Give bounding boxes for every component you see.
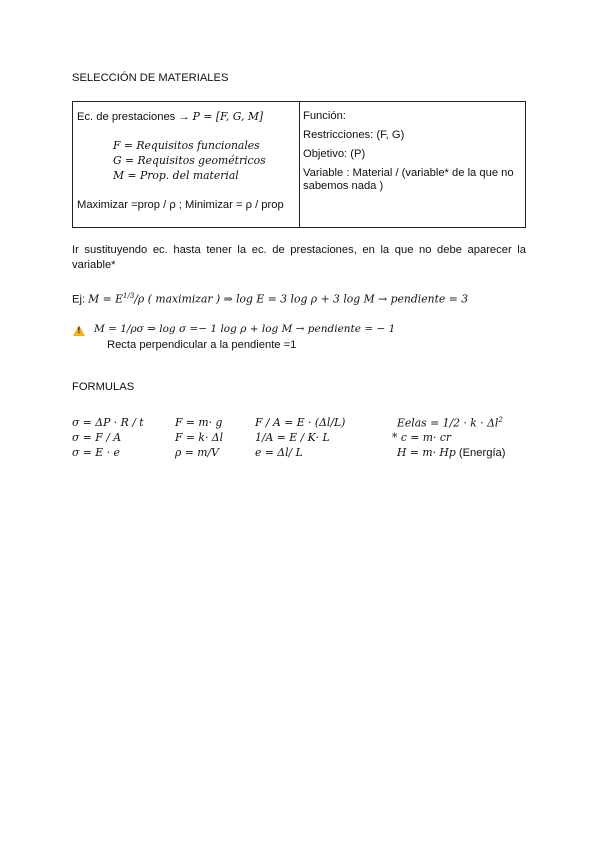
formula-r1c1: σ = ΔP · R / t: [72, 416, 144, 429]
formula-r3c4-main: H = m· Hp: [397, 446, 456, 459]
formula-r3c4: [397, 446, 506, 459]
variable-label-2: sabemos nada ): [303, 180, 384, 192]
formula-r2c2: F = k· Δl: [175, 431, 224, 444]
maximizar-text: Maximizar =prop / ρ ; Minimizar = ρ / prop: [77, 199, 284, 211]
formulas-title: FORMULAS: [72, 381, 135, 393]
page-title: SELECCIÓN DE MATERIALES: [72, 72, 229, 84]
prestaciones-label: Ec. de prestaciones: [77, 111, 176, 123]
restricciones-label: Restricciones: (F, G): [303, 129, 405, 141]
example-m-eq: M = E: [88, 292, 124, 306]
formula-r1c3: F / A = E · (Δl/L): [255, 416, 346, 429]
formula-r1c2: F = m· g: [175, 416, 223, 429]
def-g: G = Requisitos geométricos: [113, 154, 266, 167]
formula-r2c4: * c = m· cr: [392, 431, 452, 444]
objetivo-label: Objetivo: (P): [303, 148, 366, 160]
example-line: [72, 292, 468, 306]
formula-r2c3: 1/A = E / K· L: [255, 431, 330, 444]
definitions-box: [72, 101, 526, 228]
box-divider: [299, 102, 300, 227]
formula-r1c4-sup: 2: [498, 416, 503, 424]
funcion-label: Función:: [303, 110, 346, 122]
warning-triangle-icon: !: [73, 325, 85, 336]
formula-r3c2: ρ = m/V: [175, 446, 219, 459]
p-formula: P = [F, G, M]: [192, 110, 264, 123]
def-f: F = Requisitos funcionales: [113, 139, 260, 152]
prestaciones-line: [77, 110, 263, 123]
example-exponent: 1/3: [123, 292, 135, 300]
formula-r3c1: σ = E · e: [72, 446, 120, 459]
formula-r1c4-main: Eelas = 1/2 · k · Δl: [397, 416, 499, 430]
instruction-paragraph: Ir sustituyendo ec. hasta tener la ec. de prestaciones, en la que no debe aparecer la variable*: [72, 244, 526, 271]
warning-formula: M = 1/ρσ ⇒ log σ =− 1 log ρ + log M → pendiente = − 1: [94, 323, 396, 335]
def-m: M = Prop. del material: [113, 169, 239, 182]
formula-r3c3: e = Δl/ L: [255, 446, 303, 459]
formula-r3c4-note: (Energía): [455, 447, 506, 459]
arrow-icon: →: [178, 111, 190, 123]
formula-r1c4: [397, 416, 503, 430]
warning-note: Recta perpendicular a la pendiente =1: [107, 339, 297, 351]
formula-r2c1: σ = F / A: [72, 431, 122, 444]
example-rest: /ρ ( maximizar ) ⇒ log E = 3 log ρ + 3 log M → pendiente = 3: [134, 292, 469, 306]
variable-label-1: Variable : Material / (variable* de la que no: [303, 167, 514, 179]
example-prefix: Ej:: [72, 293, 86, 306]
